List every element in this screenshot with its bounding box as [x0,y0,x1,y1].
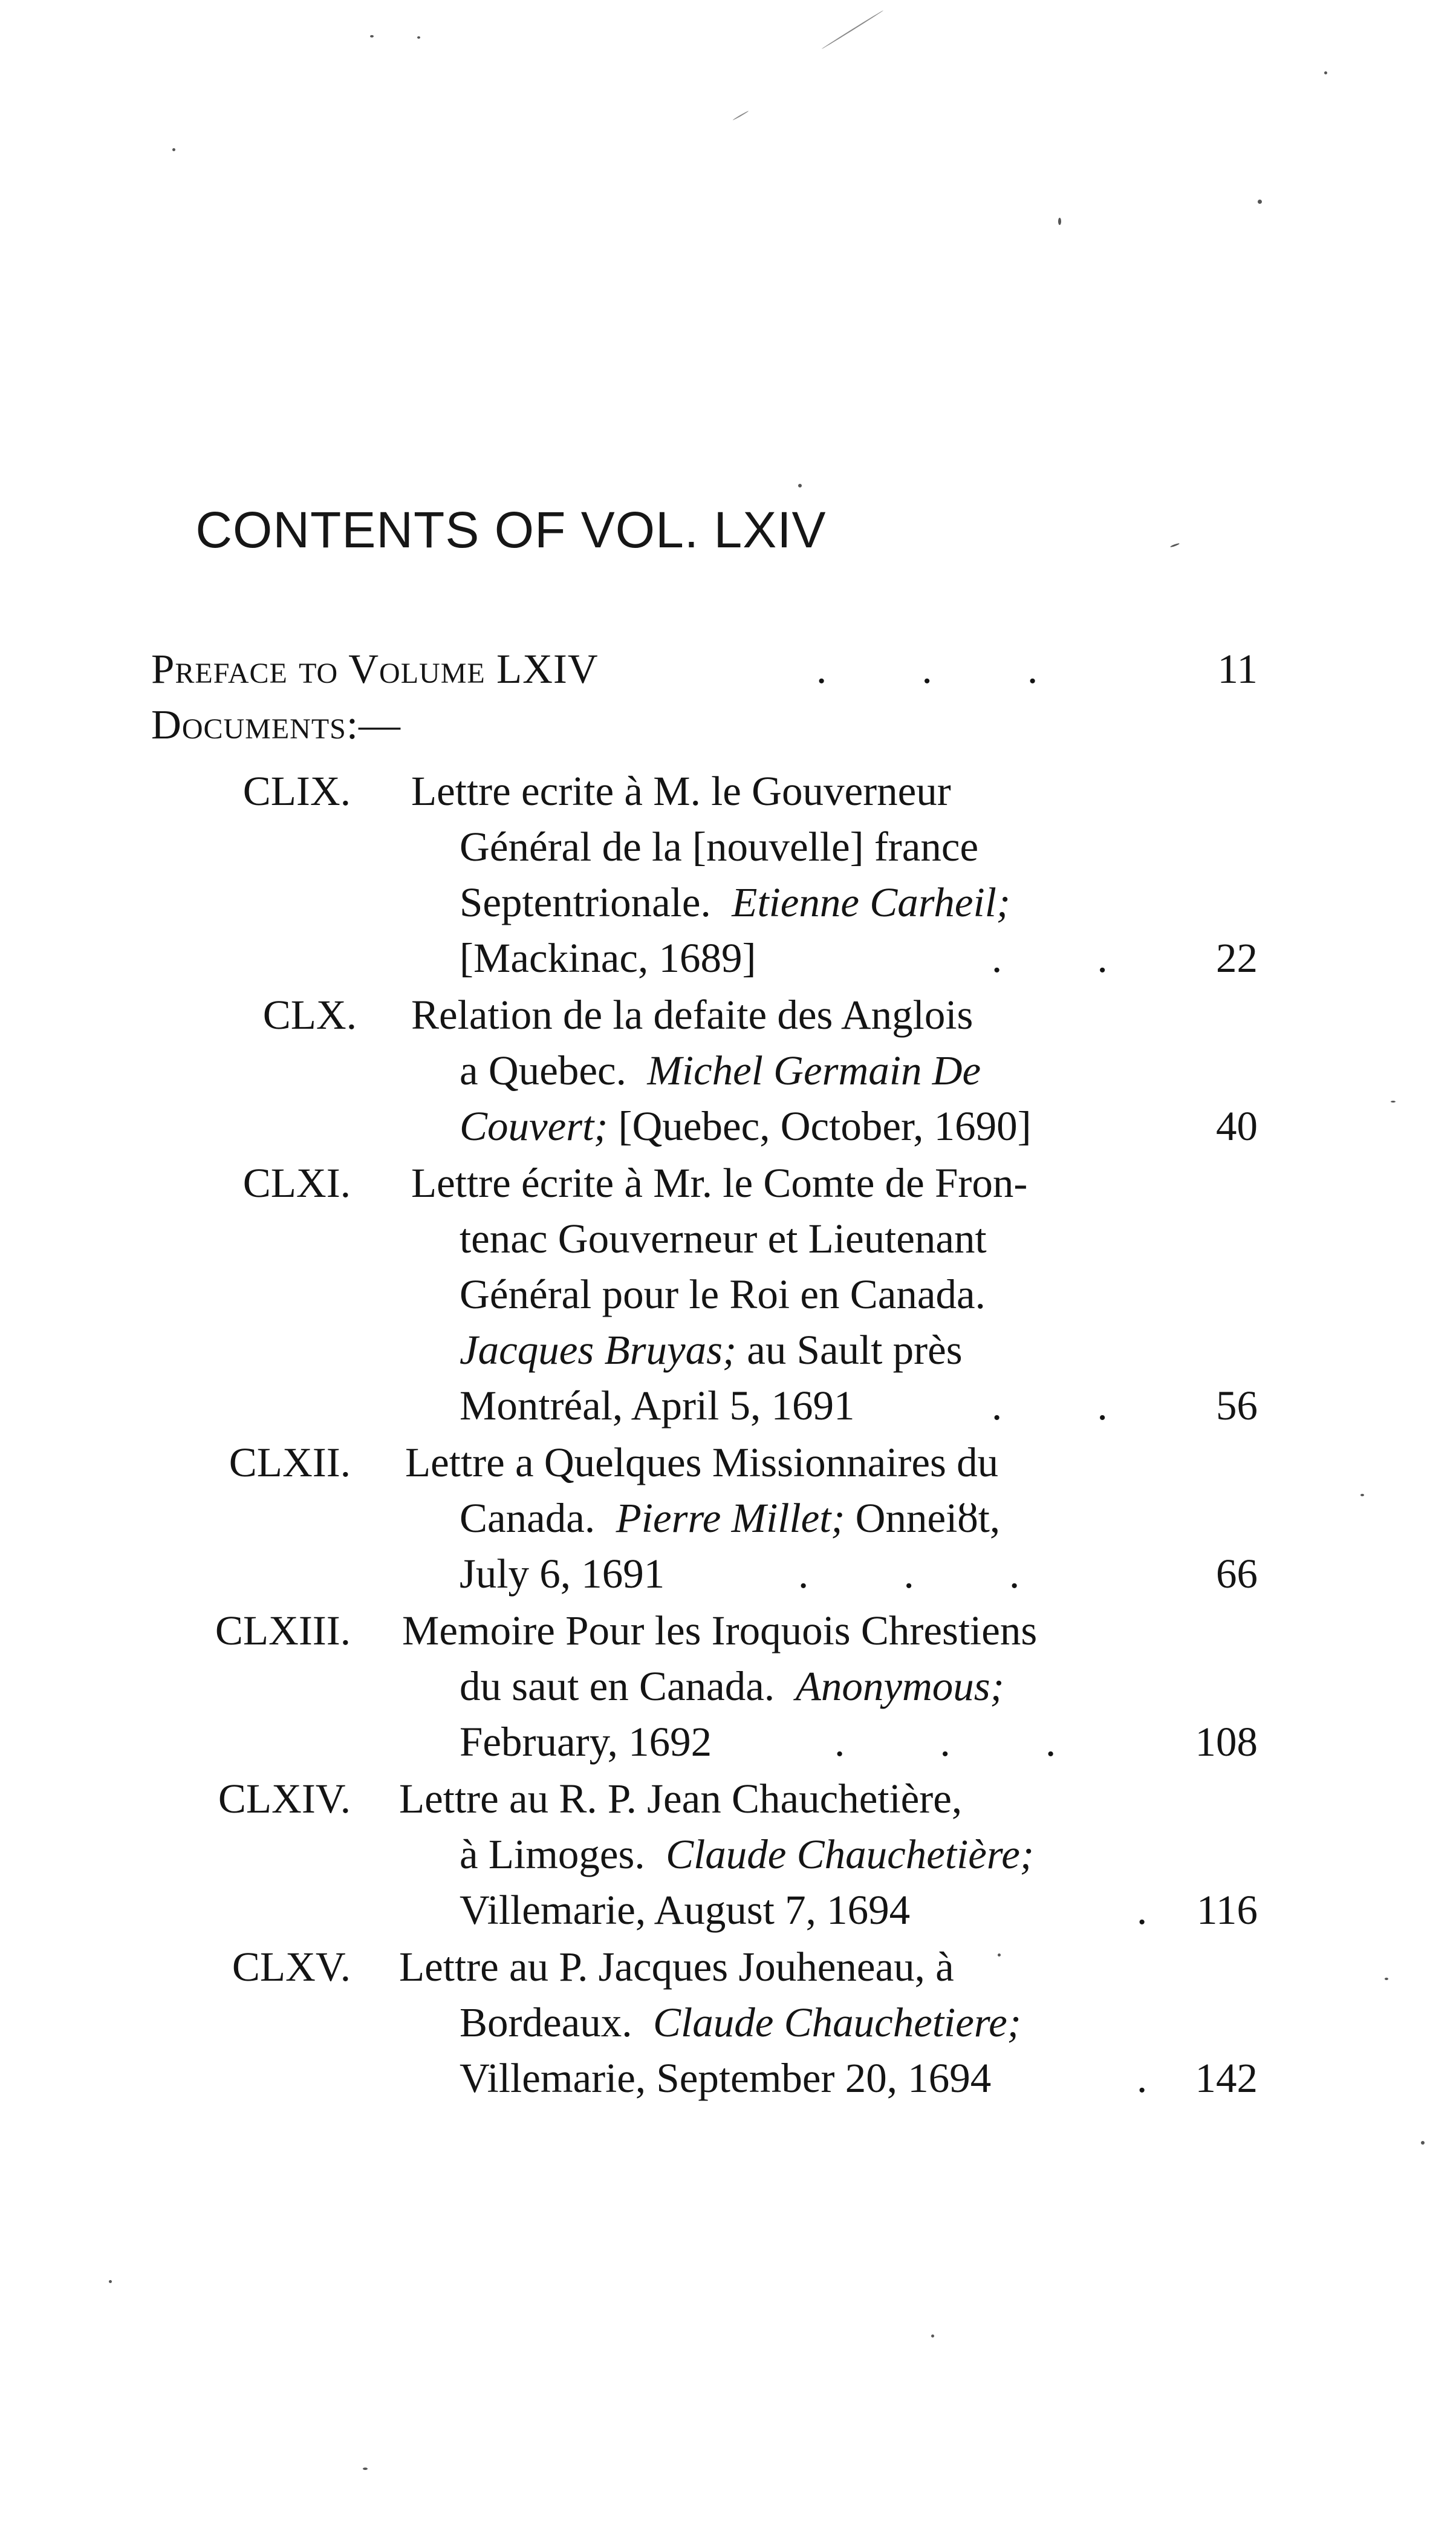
document-number: CLXIV. [218,1776,351,1822]
preface-label: Preface to Volume LXIV [151,646,599,692]
documents-heading: Documents:— [151,702,401,748]
document-author-part: Michel Germain De [647,1047,981,1093]
document-title-line: Septentrionale. Etienne Carheil; [460,879,1010,925]
document-title-line: Lettre au P. Jacques Jouheneau, à [399,1944,954,1990]
document-page-number: 56 [1216,1383,1258,1429]
document-author: Anonymous; [795,1663,1004,1709]
document-page-number: 116 [1197,1887,1258,1933]
paper-speck [1391,1101,1396,1103]
document-title-line [460,1322,963,1378]
document-title-line [460,1098,1032,1154]
document-title-line: Lettre ecrite à M. le Gouverneur [411,768,951,814]
document-author: Claude Chauchetière; [666,1831,1034,1877]
document-place-date: [Quebec, October, 1690] [618,1103,1032,1149]
document-author-part: Couvert; [460,1103,608,1149]
paper-speck [931,2334,934,2338]
document-number: CLXII. [229,1439,351,1485]
document-title-line: Lettre écrite à Mr. le Comte de Fron- [411,1160,1028,1206]
document-number: CLX. [262,992,357,1038]
document-place-date: [Mackinac, 1689] [460,935,756,981]
document-author: Jacques Bruyas; [460,1327,736,1373]
document-title-line: a Quebec. Michel Germain De [460,1047,981,1093]
document-page-number: 108 [1195,1719,1258,1765]
leader-dots: . . [992,935,1150,981]
document-author: Claude Chauchetiere; [653,1999,1021,2045]
document-title-line: Lettre au R. P. Jean Chauchetière, [399,1776,963,1822]
document-number: CLIX. [242,768,351,814]
document-place-date: Villemarie, September 20, 1694 [460,2055,992,2101]
paper-speck [172,148,175,151]
leader-dots: . [1137,2055,1190,2101]
paper-speck [417,36,420,39]
document-number: CLXIII. [215,1608,351,1653]
document-title-line: Bordeaux. Claude Chauchetiere; [460,1999,1021,2045]
document-number: CLXV. [232,1944,351,1990]
document-author: Pierre Millet; [616,1495,845,1541]
document-author: Etienne Carheil; [732,879,1010,925]
document-page-number: 40 [1216,1103,1258,1149]
document-page-number: 22 [1216,935,1258,981]
document-title-line: Général pour le Roi en Canada. [460,1271,986,1317]
document-place-date: July 6, 1691 [460,1551,665,1597]
document-place-date: Villemarie, August 7, 1694 [460,1887,911,1933]
document-title-line: Canada. Pierre Millet; Onneiȣt, [460,1495,1001,1541]
paper-speck [733,111,749,121]
leader-dots: . . . [816,646,1081,692]
document-title-line: Memoire Pour les Iroquois Chrestiens [402,1608,1038,1653]
paper-speck [1324,71,1327,74]
paper-speck [109,2280,112,2283]
paper-speck [1421,2141,1425,2145]
paper-speck [1058,218,1061,225]
document-title-line: du saut en Canada. Anonymous; [460,1663,1004,1709]
document-title-line: Général de la [nouvelle] france [460,824,979,870]
document-place-date: February, 1692 [460,1719,712,1765]
preface-row [151,641,1258,697]
paper-speck [363,2468,368,2470]
document-title-line: tenac Gouverneur et Lieutenant [460,1216,987,1262]
document-place-date: Montréal, April 5, 1691 [460,1383,855,1429]
paper-speck [1170,542,1180,547]
document-title-line: à Limoges. Claude Chauchetière; [460,1831,1034,1877]
document-title-line: Relation de la defaite des Anglois [411,992,973,1038]
preface-page-number: 11 [1217,646,1258,692]
document-place-part: au Sault près [747,1327,963,1373]
paper-speck [998,1953,1001,1956]
page-title: CONTENTS OF VOL. LXIV [195,501,827,558]
leader-dots: . . . [798,1551,1062,1597]
paper-speck [1385,1978,1388,1980]
leader-dots: . [1137,1887,1190,1933]
paper-speck [822,10,884,49]
document-page-number: 66 [1216,1551,1258,1597]
leader-dots: . . . [834,1719,1099,1765]
paper-speck [1258,200,1262,204]
paper-speck [1360,1494,1364,1496]
paper-speck [798,484,802,487]
paper-speck [370,35,374,37]
document-place-part: Onneiȣt, [855,1495,1001,1541]
leader-dots: . . [992,1383,1150,1429]
document-title-line: Lettre a Quelques Missionnaires du [405,1439,999,1485]
document-page-number: 142 [1195,2055,1258,2101]
document-number: CLXI. [242,1160,351,1206]
